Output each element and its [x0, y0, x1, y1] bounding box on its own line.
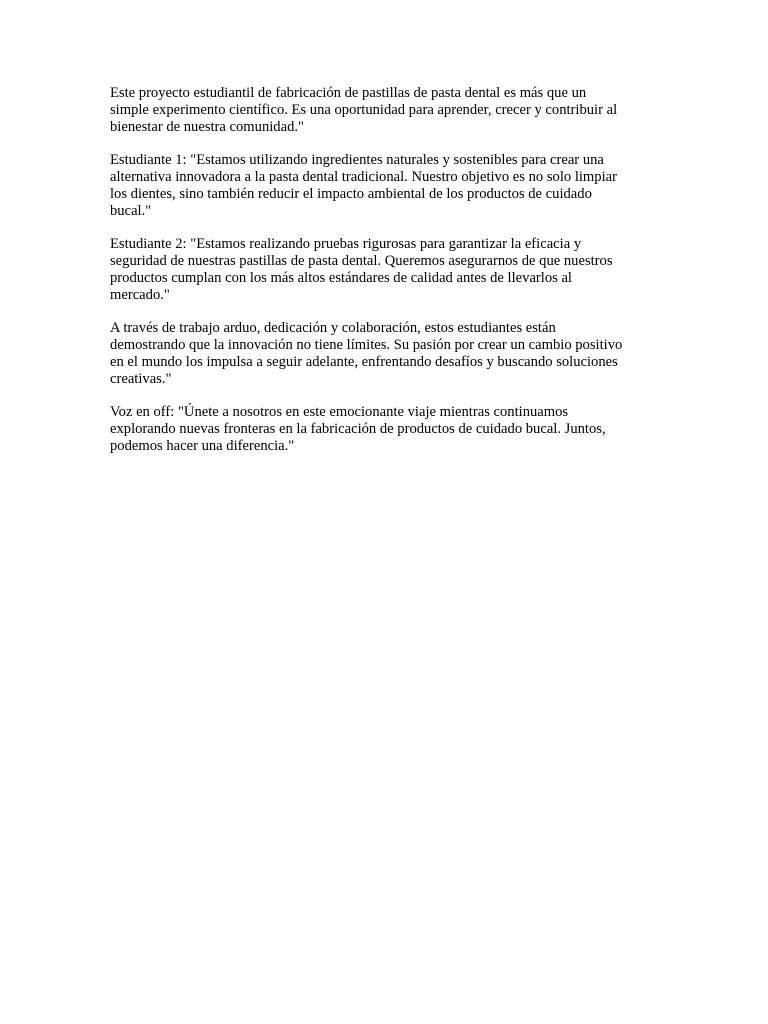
text-line: creativas.": [110, 370, 172, 387]
paragraph-intro: [110, 85, 662, 135]
text-line: explorando nuevas fronteras en la fabricación de productos de cuidado bucal. Juntos,: [110, 420, 606, 437]
text-line: demostrando que la innovación no tiene límites. Su pasión por crear un cambio positivo: [110, 336, 623, 353]
text-line: productos cumplan con los más altos estándares de calidad antes de llevarlos al: [110, 269, 572, 286]
paragraph-voiceover: [110, 404, 662, 454]
text-line: simple experimento científico. Es una oportunidad para aprender, crecer y contribuir al: [110, 101, 618, 118]
text-line: en el mundo los impulsa a seguir adelante, enfrentando desafíos y buscando soluciones: [110, 353, 618, 370]
text-line: bucal.": [110, 202, 152, 219]
text-line: Estudiante 2: "Estamos realizando pruebas rigurosas para garantizar la eficacia y: [110, 236, 582, 253]
text-line: alternativa innovadora a la pasta dental tradicional. Nuestro objetivo es no solo limpiar: [110, 168, 617, 185]
text-line: seguridad de nuestras pastillas de pasta dental. Queremos asegurarnos de que nuestros: [110, 252, 613, 269]
paragraph-narration: [110, 320, 662, 387]
paragraph-student-2: [110, 236, 662, 303]
text-line: mercado.": [110, 286, 170, 303]
text-line: podemos hacer una diferencia.": [110, 437, 295, 454]
text-line: A través de trabajo arduo, dedicación y colaboración, estos estudiantes están: [110, 320, 556, 337]
paragraph-student-1: [110, 152, 662, 219]
text-line: Voz en off: "Únete a nosotros en este emocionante viaje mientras continuamos: [110, 404, 569, 421]
text-line: los dientes, sino también reducir el impacto ambiental de los productos de cuidado: [110, 185, 592, 202]
document-body: [110, 85, 662, 471]
text-line: Este proyecto estudiantil de fabricación de pastillas de pasta dental es más que un: [110, 85, 587, 101]
text-line: Estudiante 1: "Estamos utilizando ingredientes naturales y sostenibles para crear una: [110, 152, 604, 169]
text-line: bienestar de nuestra comunidad.": [110, 118, 304, 135]
